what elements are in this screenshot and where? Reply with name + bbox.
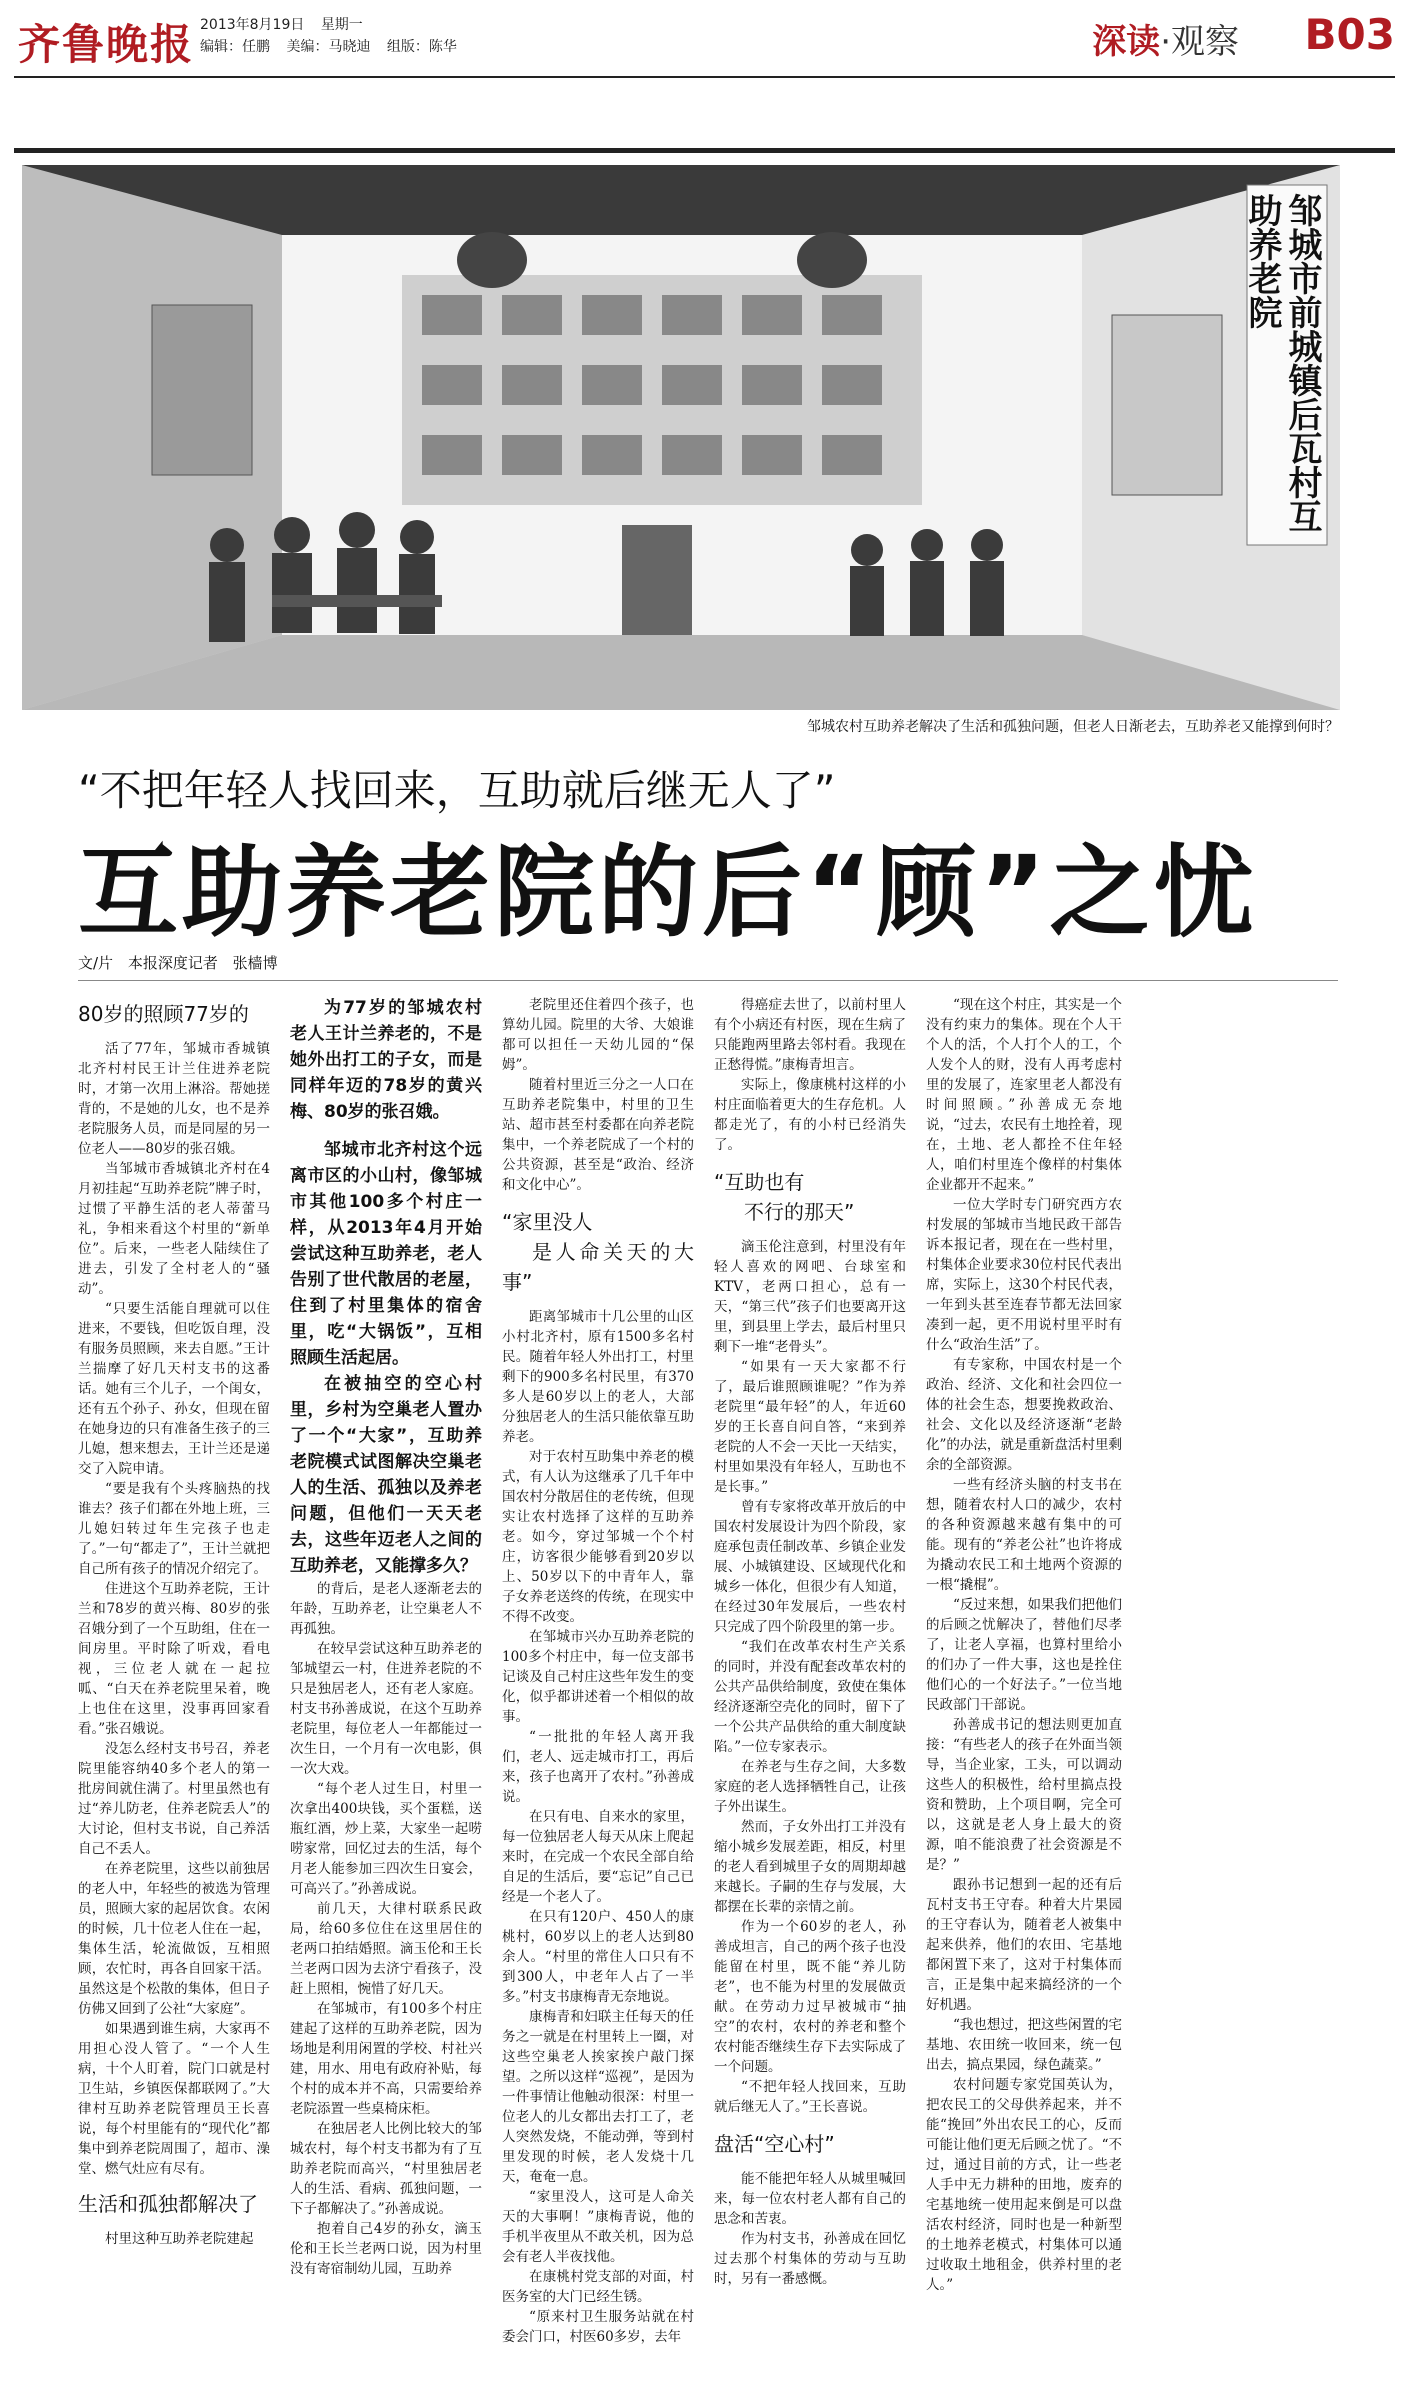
paragraph: 如果遇到谁生病，大家再不用担心没人管了。“一个人生病，十个人盯着，院门口就是村卫生站，乡镇医保都联网了。”大律村互助养老院管理员王长喜说，每个村里能有的“现代化”都集中到养老院周围了，超市、澡堂、燃气灶应有尽有。: [78, 2021, 270, 2177]
paragraph: 住进这个互助养老院，王计兰和78岁的黄兴梅、80岁的张召娥分到了一个互助组，住在一间房里。平时除了听戏，看电视，三位老人就在一起拉呱、“白天在养老院里呆着，晚上也住在这里，没事再回家看看。”张召娥说。: [78, 1581, 270, 1737]
paragraph: 抱着自己4岁的孙女，滴玉伦和王长兰老两口说，因为村里没有寄宿制幼儿园，互助养: [290, 2221, 482, 2277]
paragraph: 跟孙书记想到一起的还有后瓦村支书王守春。种着大片果园的王守春认为，随着老人被集中起来供养，他们的农田、宅基地都闲置下来了，这对于村集体而言，正是集中起来搞经济的一个好机遇。: [926, 1877, 1122, 2013]
photo-sign: 邹城市前城镇后瓦村互助养老院: [1242, 193, 1322, 533]
paragraph: “原来村卫生服务站就在村委会门口，村医60多岁，去年: [502, 2309, 694, 2345]
article-kicker: “不把年轻人找回来，互助就后继无人了”: [78, 766, 836, 815]
paragraph: 孙善成书记的想法则更加直接：“有些老人的孩子在外面当领导，当企业家，工头，可以调动这些人的积极性，给村里搞点投资和赞助，上个项目啊，完全可以，这就是老人身上最大的资源，咱不能浪费了社会资源是不是？”: [926, 1717, 1122, 1873]
paragraph: 曾有专家将改革开放后的中国农村发展设计为四个阶段，家庭承包责任制改革、乡镇企业发展、小城镇建设、区域现代化和城乡一体化，但很少有人知道，在经过30年发展后，一些农村只完成了四个阶段里的第一步。: [714, 1499, 906, 1635]
newspaper-logo: 齐鲁晚报: [18, 20, 195, 69]
paragraph: 随着村里近三分之一人口在互助养老院集中，村里的卫生站、超市甚至村委都在向养老院集中，一个养老院成了一个村的公共资源，甚至是“政治、经济和文化中心”。: [502, 1077, 694, 1193]
paragraph: 距离邹城市十几公里的山区小村北齐村，原有1500多名村民。随着年轻人外出打工，村里剩下的900多名村民里，有370多人是60岁以上的老人，大部分独居老人的生活只能依靠互助养老。: [502, 1309, 694, 1445]
paragraph: 村里这种互助养老院建起: [105, 2231, 254, 2247]
staff-line: [200, 36, 469, 56]
lead-summary: 为77岁的邹城农村老人王计兰养老的，不是她外出打工的子女，而是同样年迈的78岁的黄兴梅、80岁的张召娥。: [290, 998, 482, 1122]
paragraph: “每个老人过生日，村里一次拿出400块钱，买个蛋糕，送瓶红酒，炒上菜，大家坐一起唠唠家常，回忆过去的生活，每个月老人能参加三四次生日宴会，可高兴了。”孙善成说。: [290, 1781, 482, 1897]
paragraph: 的背后，是老人逐渐老去的年龄，互助养老，让空巢老人不再孤独。: [290, 1581, 482, 1637]
section-title: [1092, 14, 1239, 63]
subhead-1: 80岁的照顾77岁的: [78, 1002, 249, 1026]
page-number: B03: [1304, 10, 1395, 59]
paragraph: “现在这个村庄，其实是一个没有约束力的集体。现在个人干个人的活，个人打个人的工，个人发个人的财，没有人再考虑村里的发展了，连家里老人都没有时间照顾。”孙善成无奈地说，“过去，农民有土地拴着，现在，土地、老人都拴不住年轻人，咱们村里连个像样的村集体企业都开不起来。”: [926, 997, 1122, 1193]
subhead-2: 生活和孤独都解决了: [78, 2192, 258, 2216]
column-5: [926, 995, 1122, 2375]
paragraph: 对于农村互助集中养老的模式，有人认为这继承了几千年中国农村分散居住的老传统，但现实让农村选择了这样的互助养老。如今，穿过邹城一个个村庄，访客很少能够看到20岁以上、50岁以下的中青年人，靠子女养老送终的传统，在现实中不得不改变。: [502, 1449, 694, 1625]
header-rule: [14, 76, 1395, 78]
column-4: [714, 995, 906, 2375]
paragraph: 在较早尝试这种互助养老的邹城望云一村，住进养老院的不只是独居老人，还有老人家庭。村支书孙善成说，在这个互助养老院里，每位老人一年都能过一次生日，一个月有一次电影，俱一次大戏。: [290, 1641, 482, 1777]
paragraph: 老院里还住着四个孩子，也算幼儿园。院里的大爷、大娘谁都可以担任一天幼儿园的“保姆”。: [502, 997, 694, 1073]
paragraph: 当邹城市香城镇北齐村在4月初挂起“互助养老院”牌子时，过惯了平静生活的老人蒂蕾马礼，争相来看这个村里的“新单位”。后来，一些老人陆续住了进去，引发了全村老人的“骚动”。: [78, 1161, 270, 1297]
paragraph: 然而，子女外出打工并没有缩小城乡发展差距，相反，村里的老人看到城里子女的周期却越来越长。子嗣的生存与发展，大都摆在长辈的亲情之前。: [714, 1819, 906, 1915]
section-name-deep: 深读: [1092, 22, 1161, 62]
paragraph: “要是我有个头疼脑热的找谁去？孩子们都在外地上班，三儿媳妇转过年生完孩子也走了。”一句“都走了”，王计兰就把自己所有孩子的情况介绍完了。: [78, 1481, 270, 1577]
byline-role: 文/片: [78, 954, 114, 972]
paragraph: “我也想过，把这些闲置的宅基地、农田统一收回来，统一包出去，搞点果园，绿色蔬菜。”: [926, 2017, 1122, 2073]
article-headline: 互助养老院的后“顾”之忧: [78, 834, 1258, 951]
designer-credit: 美编：马晓迪: [286, 39, 371, 55]
paragraph: 在康桃村党支部的对面，村医务室的大门已经生锈。: [502, 2269, 694, 2305]
subhead-5: 盘活“空心村”: [714, 2132, 835, 2156]
proof-credit: 组版：陈华: [386, 39, 457, 55]
photo-illustration: [22, 165, 1340, 710]
paragraph: 活了77年，邹城市香城镇北齐村村民王计兰住进养老院时，才第一次用上淋浴。帮她搓背的，不是她的儿女，也不是养老院服务人员，而是同屋的另一位老人——80岁的张召娥。: [78, 1041, 270, 1157]
paragraph: 在只有电、自来水的家里，每一位独居老人每天从床上爬起来时，在完成一个农民全部自给自足的生活后，要“忘记”自己已经是一个老人了。: [502, 1809, 694, 1905]
paragraph: “不把年轻人找回来，互助就后继无人了。”王长喜说。: [714, 2079, 906, 2115]
paragraph: 作为村支书，孙善成在回忆过去那个村集体的劳动与互助时，另有一番感慨。: [714, 2231, 906, 2287]
paragraph: 有专家称，中国农村是一个政治、经济、文化和社会四位一体的社会生态，想要挽救政治、社会、文化以及经济逐渐“老龄化”的办法，就是重新盘活村里剩余的全部资源。: [926, 1357, 1122, 1473]
photo-caption: 邹城农村互助养老解决了生活和孤独问题，但老人日渐老去，互助养老又能撑到何时？: [807, 719, 1339, 735]
paragraph: 前几天，大律村联系民政局，给60多位住在这里居住的老两口拍结婚照。滴玉伦和王长兰老两口因为去济宁看孩子，没赶上照相，惋惜了好几天。: [290, 1901, 482, 1997]
paragraph: 得癌症去世了，以前村里人有个小病还有村医，现在生病了只能跑两里路去邻村看。我现在正愁得慌。”康梅青坦言。: [714, 997, 906, 1073]
paragraph: 实际上，像康桃村这样的小村庄面临着更大的生存危机。人都走光了，有的小村已经消失了。: [714, 1077, 906, 1153]
paragraph: 在养老院里，这些以前独居的老人中，年轻些的被选为管理员，照顾大家的起居饮食。农闲的时候，几十位老人住在一起，集体生活，轮流做饭，互相照顾，农忙时，再各自回家干活。虽然这是个松散的集体，但日子仿佛又回到了公社“大家庭”。: [78, 1861, 270, 2017]
column-3: [502, 995, 694, 2375]
paragraph: 农村问题专家党国英认为，把农民工的父母供养起来，并不能“挽回”外出农民工的心，反而可能让他们更无后顾之忧了。“不过，通过目前的方式，让一些老人手中无力耕种的田地，废弃的宅基地统一使用起来倒是可以盘活农村经济，同时也是一种新型的土地养老模式，村集体可以通过收取土地租金，供养村里的老人。”: [926, 2077, 1122, 2293]
column-1: [78, 995, 270, 2375]
lead-paragraph: 邹城市北齐村这个远离市区的小山村，像邹城市其他100多个村庄一样，从2013年4月开始尝试这种互助养老，老人告别了世代散居的老屋，住到了村里集体的宿舍里，吃“大锅饭”，互相照顾生活起居。: [290, 1140, 482, 1368]
paragraph: 康梅青和妇联主任每天的任务之一就是在村里转上一圈，对这些空巢老人挨家挨户敲门探望。之所以这样“巡视”，是因为一件事情让他触动很深：村里一位老人的儿女都出去打工了，老人突然发烧，不能动弹，等到村里发现的时候，老人发烧十几天，奄奄一息。: [502, 2009, 694, 2185]
subhead-4-line2: 不行的那天”: [744, 1200, 855, 1224]
paragraph: 在只有120户、450人的康桃村，60岁以上的老人达到80余人。“村里的常住人口只有不到300人，中老年人占了一半多。”村支书康梅青无奈地说。: [502, 1909, 694, 2005]
paragraph: 在邹城市兴办互助养老院的100多个村庄中，每一位支部书记谈及自己村庄这些年发生的变化，似乎都讲述着一个相似的故事。: [502, 1629, 694, 1725]
paragraph: “如果有一天大家都不行了，最后谁照顾谁呢？”作为养老院里“最年轻”的人，年近60岁的王长喜自问自答，“来到养老院的人不会一天比一天结实，村里如果没有年轻人，互助也不是长事。”: [714, 1359, 906, 1495]
masthead: [0, 0, 1409, 75]
paragraph: “家里没人，这可是人命关天的大事啊！”康梅青说，他的手机半夜里从不敢关机，因为总会有老人半夜找他。: [502, 2189, 694, 2265]
section-name-observe: 观察: [1171, 22, 1239, 62]
column-2: [290, 995, 482, 2375]
section-separator: ·: [1160, 22, 1171, 62]
lead-photo: [22, 165, 1340, 710]
paragraph: 滴玉伦注意到，村里没有年轻人喜欢的网吧、台球室和KTV，老两口担心，总有一天，“第三代”孩子们也要离开这里，到县里上学去，最后村里只剩下一堆“老骨头”。: [714, 1239, 906, 1355]
paragraph: 在养老与生存之间，大多数家庭的老人选择牺牲自己，让孩子外出谋生。: [714, 1759, 906, 1815]
paragraph: “反过来想，如果我们把他们的后顾之忧解决了，替他们尽孝了，让老人享福，也算村里给小的们办了一件大事，这也是拴住他们心的一个好法子。”一位当地民政部门干部说。: [926, 1597, 1122, 1713]
lead-paragraph: 在被抽空的空心村里，乡村为空巢老人置办了一个“大家”，互助养老院模式试图解决空巢老人的生活、孤独以及养老问题，但他们一天天老去，这些年迈老人之间的互助养老，又能撑多久？: [290, 1374, 482, 1576]
paragraph: “只要生活能自理就可以住进来，不要钱，但吃饭自理，没有服务员照顾，来去自愿。”王计兰揣摩了好几天村支书的这番话。她有三个儿子，一个闺女，还有五个孙子、孙女，但现在留在她身边的只有准备生孩子的三儿媳，想来想去，王计兰还是递交了入院申请。: [78, 1301, 270, 1477]
subhead-3-line1: “家里没人: [502, 1210, 593, 1234]
paragraph: 作为一个60岁的老人，孙善成坦言，自己的两个孩子也没能留在村里，既不能“养儿防老”，也不能为村里的发展做贡献。在劳动力过早被城市“抽空”的农村，农村的养老和整个农村能否继续生存下去实际成了一个问题。: [714, 1919, 906, 2075]
byline-name: 张樯博: [232, 954, 278, 972]
paragraph: 一位大学时专门研究西方农村发展的邹城市当地民政干部告诉本报记者，现在在一些村里，村集体企业要求30位村民代表出席，实际上，这30个村民代表，一年到头甚至连春节都无法回家凑到一起，更不用说村里平时有什么“政治生活”了。: [926, 1197, 1122, 1353]
byline-desc: 本报深度记者: [127, 954, 218, 972]
issue-date-line: [200, 14, 375, 34]
subhead-3-line2: 是人命关天的大事”: [502, 1240, 694, 1294]
issue-date: 2013年8月19日: [200, 17, 305, 33]
byline-rule: [78, 980, 1338, 981]
paragraph: 在邹城市，有100多个村庄建起了这样的互助养老院，因为场地是利用闲置的学校、村社兴建，用水、用电有政府补贴，每个村的成本并不高，只需要给养老院添置一些桌椅床柜。: [290, 2001, 482, 2117]
editor-credit: 编辑：任鹏: [200, 39, 270, 55]
paragraph: 没怎么经村支书号召，养老院里能容纳40多个老人的第一批房间就住满了。村里虽然也有过“养儿防老，住养老院丢人”的大讨论，但村支书说，自己养活自己不丢人。: [78, 1741, 270, 1857]
paragraph: 能不能把年轻人从城里喊回来，每一位农村老人都有自己的思念和苦衷。: [714, 2171, 906, 2227]
paragraph: 在独居老人比例比较大的邹城农村，每个村支书都为有了互助养老院而高兴，“村里独居老人的生活、看病、孤独问题，一下子都解决了。”孙善成说。: [290, 2121, 482, 2217]
paragraph: “一批批的年轻人离开我们，老人、远走城市打工，再后来，孩子也离开了农村。”孙善成说。: [502, 1729, 694, 1805]
paragraph: “我们在改革农村生产关系的同时，并没有配套改革农村的公共产品供给制度，致使在集体经济逐渐空壳化的同时，留下了一个公共产品供给的重大制度缺陷。”一位专家表示。: [714, 1639, 906, 1755]
subhead-4-line1: “互助也有: [714, 1170, 805, 1194]
paragraph: 一些有经济头脑的村支书在想，随着农村人口的减少，农村的各种资源越来越有集中的可能。现有的“养老公社”也许将成为撬动农民工和土地两个资源的一根“撬棍”。: [926, 1477, 1122, 1593]
top-band-rule: [14, 148, 1395, 153]
byline: [78, 952, 288, 973]
issue-weekday: 星期一: [320, 17, 363, 33]
